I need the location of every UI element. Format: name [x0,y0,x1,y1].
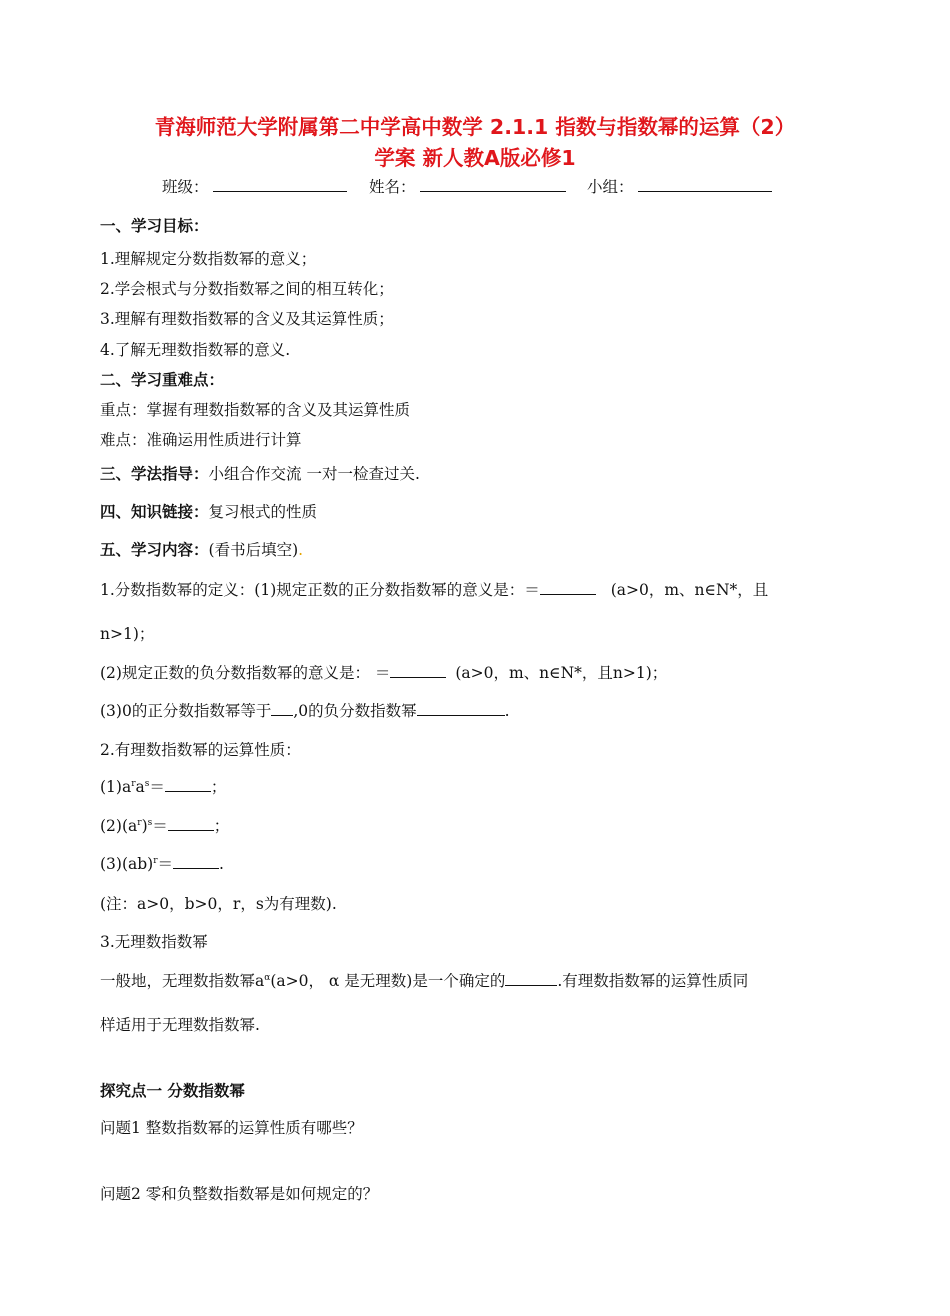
answer-blank[interactable] [390,663,446,678]
irrational-text-c: .有理数指数幂的运算性质同 [557,972,749,990]
property-1 [100,775,226,797]
section-5-note: (看书后填空) [208,541,299,559]
property-1-end: ； [210,778,227,796]
definition-3-end: . [504,702,510,720]
definition-3-text-b: ,0的负分数指数幂 [293,702,417,720]
section-5-heading: 五、学习内容： [100,541,209,559]
answer-blank[interactable] [540,580,596,595]
property-3-base: (3)(ab) [100,855,154,873]
definition-2-cond: (a>0，m、n∈N*，且n>1)； [455,664,668,682]
property-1-base: (1)a [100,778,132,796]
definition-2-text: (2)规定正数的负分数指数幂的意义是： ＝ [100,664,391,682]
exponent: r [137,817,142,828]
irrational-text-b: (a>0， α 是无理数)是一个确定的 [270,972,506,990]
rational-properties-heading: 2.有理数指数幂的运算性质： [100,741,301,759]
section-3-heading: 三、学法指导： [100,465,209,483]
key-point: 重点：掌握有理数指数幂的含义及其运算性质 [100,401,411,419]
section-2-heading: 二、学习重难点： [100,371,225,389]
title-line-2: 学案 新人教A版必修1 [374,146,576,170]
section-3 [100,462,420,484]
name-field[interactable] [369,175,566,197]
title-line-1: 青海师范大学附属第二中学高中数学 2.1.1 指数与指数幂的运算（2） [154,115,796,139]
irrational-heading: 3.无理数指数幂 [100,933,208,951]
answer-blank[interactable] [417,701,505,716]
goal-item: 2.学会根式与分数指数幂之间的相互转化； [100,280,394,298]
definition-1-cont: n>1)； [100,625,155,643]
equals: ＝ [157,855,174,873]
answer-blank[interactable] [168,816,214,831]
section-3-text: 小组合作交流 一对一检查过关. [208,465,420,483]
equals: ＝ [149,778,165,796]
question-1: 问题1 整数指数幂的运算性质有哪些？ [100,1119,363,1137]
irrational-text [100,969,748,991]
definition-1 [100,578,768,600]
explore-heading: 探究点一 分数指数幂 [100,1082,245,1100]
question-2: 问题2 零和负整数指数幂是如何规定的？ [100,1185,379,1203]
properties-note: (注：a>0，b>0，r，s为有理数). [100,895,337,913]
exponent: α [264,972,271,983]
answer-blank[interactable] [165,777,211,792]
property-3 [100,852,224,874]
irrational-text-cont: 样适用于无理数指数幂. [100,1016,260,1034]
irrational-text-a: 一般地，无理数指数幂a [100,972,265,990]
equals: ＝ [152,817,168,835]
section-4 [100,500,317,522]
section-1-heading: 一、学习目标： [100,217,209,235]
name-label: 姓名： [369,178,416,196]
goal-item: 3.理解有理数指数幂的含义及其运算性质； [100,310,394,328]
exponent: s [147,817,153,828]
definition-3 [100,699,510,721]
definition-3-text-a: (3)0的正分数指数幂等于 [100,702,272,720]
exponent: s [144,778,150,789]
section-4-heading: 四、知识链接： [100,503,209,521]
group-blank[interactable] [638,177,772,192]
exponent: r [153,855,158,866]
class-blank[interactable] [213,177,347,192]
goal-item: 1.理解规定分数指数幂的意义； [100,250,317,268]
property-2-paren: ) [141,817,148,835]
property-1-base: a [135,778,145,796]
section-4-text: 复习根式的性质 [208,503,318,521]
definition-1-cond: (a>0，m、n∈N*，且 [610,581,769,599]
group-field[interactable] [587,175,772,197]
definition-2 [100,661,667,683]
property-2-end: ； [213,817,230,835]
group-label: 小组： [587,178,634,196]
class-field[interactable] [162,175,347,197]
answer-blank[interactable] [505,971,557,986]
property-2 [100,814,229,836]
definition-1-text: 1.分数指数幂的定义：(1)规定正数的正分数指数幂的意义是：＝ [100,581,540,599]
name-blank[interactable] [420,177,566,192]
property-2-base: (2)(a [100,817,138,835]
difficult-point: 难点：准确运用性质进行计算 [100,431,302,449]
goal-item: 4.了解无理数指数幂的意义. [100,341,291,359]
answer-blank[interactable] [173,854,219,869]
property-3-end: . [219,855,224,873]
section-5-dot: . [298,541,304,559]
exponent: r [131,778,136,789]
section-5 [100,538,303,560]
answer-blank[interactable] [271,701,293,716]
class-label: 班级： [162,178,209,196]
